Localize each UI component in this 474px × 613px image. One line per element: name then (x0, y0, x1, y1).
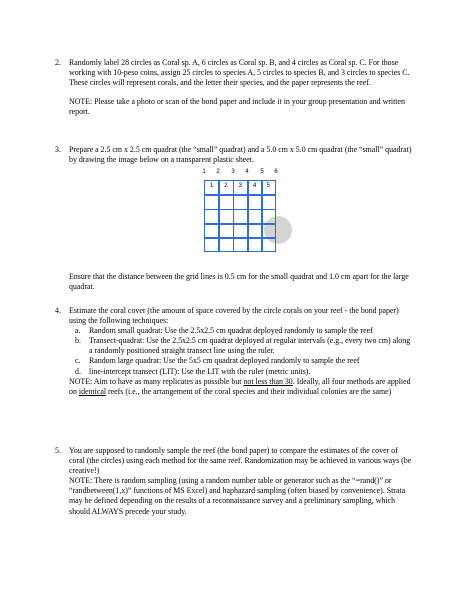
sub-item-text: Random large quadrat: Use the 5x5 cm quadrat deployed randomly to sample the reef (89, 356, 360, 366)
item-number: 2. (55, 58, 61, 67)
column-number: 6 (274, 169, 278, 175)
column-number: 5 (260, 169, 264, 175)
sub-item-letter: d. (75, 366, 81, 376)
grid-line (205, 209, 275, 211)
grid-line (205, 194, 275, 196)
item-note: NOTE: There is random sampling (using a random number table or generator such as the “=rand()” or “randbetween(1,x)” functions of MS Excel) and haphazard sampling (often biased by convenience). Strata may be defined depending on the results of a reconnaissance survey and a preliminary sampling, which should ALWAYS precede your study. (69, 476, 406, 516)
sub-item-a (69, 326, 415, 336)
sub-item-text: Transect-quadrat: Use the 2.5x2.5 cm quadrat deployed at regular intervals (e.g., every two cm) along a randomly positioned straight transect line using the ruler. (89, 336, 411, 356)
sub-item-text: Random small quadrat: Use the 2.5x2.5 cm quadrat deployed randomly to sample the reef (89, 326, 373, 336)
item-text: Randomly label 28 circles as Coral sp. A, 6 circles as Coral sp. B, and 4 circles as Coral sp. C. For those working with 10-peso coins, assign 25 circles to species A, 5 circles to species B, and 3 circles to species C. These circles will represent corals, and the letter their species, and the paper represents the reef. (69, 58, 410, 88)
item-text: You are supposed to randomly sample the reef (the bond paper) to compare the estimates of the cover of coral (the circles) using each method for the same reef. Randomization may be achieved in various ways (be creative!) (69, 446, 412, 476)
list-item-5 (55, 446, 415, 517)
column-number: 4 (245, 169, 249, 175)
column-numbers (198, 168, 298, 178)
grid-line (247, 181, 249, 251)
grid-line (261, 181, 263, 251)
sub-item-c (69, 356, 415, 366)
sub-item-d (69, 367, 415, 377)
column-number: 3 (231, 169, 235, 175)
item-3-note-block (69, 272, 415, 292)
list-item-3 (55, 145, 415, 165)
quadrat-grid (204, 180, 276, 252)
cell-number: 2 (224, 183, 228, 189)
column-number: 2 (216, 169, 220, 175)
item-number: 3. (55, 145, 61, 154)
cell-number: 1 (209, 183, 214, 189)
item-number: 5. (55, 446, 61, 455)
grid-line (205, 237, 275, 239)
item-note (69, 377, 415, 397)
item-text: Prepare a 2.5 cm x 2.5 cm quadrat (the “small” quadrat) and a 5.0 cm x 5.0 cm quadrat (the “small” quadrat) by drawing the image below on a transparent plastic sheet. (69, 145, 412, 165)
sub-item-letter: c. (75, 356, 81, 366)
note-text: reefs (i.e., the arrangement of the coral species and their individual colonies are the same) (106, 386, 392, 396)
cell-number: 5 (266, 183, 270, 189)
item-note: NOTE: Please take a photo or scan of the bond paper and include it in your group presentation and written report. (69, 97, 405, 117)
quadrat-figure (198, 168, 298, 260)
item-number: 4. (55, 306, 61, 315)
item-text: Estimate the coral cover (the amount of space covered by the circle corals on your reef - the bond paper) using the following techniques: (69, 306, 399, 326)
grid-line (233, 181, 235, 251)
item-note: Ensure that the distance between the grid lines is 0.5 cm for the small quadrat and 1.0 cm apart for the large quadrat. (69, 272, 409, 292)
sub-item-text: line-intercept transect (LIT): Use the LIT with the ruler (metric units). (89, 366, 311, 376)
sub-item-letter: a. (75, 326, 81, 336)
sub-item-letter: b. (75, 336, 81, 346)
note-text: . Ideally, all four methods are applied on (69, 376, 411, 396)
note-underlined: identical (78, 386, 107, 396)
grid-line (218, 181, 220, 251)
column-number: 1 (202, 169, 206, 175)
cell-number: 3 (238, 183, 242, 189)
list-item-4 (55, 306, 415, 397)
grid-line (205, 223, 275, 225)
list-item-2 (55, 58, 415, 117)
note-text: NOTE: Aim to have as many replicates as possible but (69, 376, 244, 386)
cell-number: 4 (253, 183, 257, 189)
sub-item-b (69, 336, 415, 356)
note-underlined: not less than 30 (243, 376, 293, 386)
